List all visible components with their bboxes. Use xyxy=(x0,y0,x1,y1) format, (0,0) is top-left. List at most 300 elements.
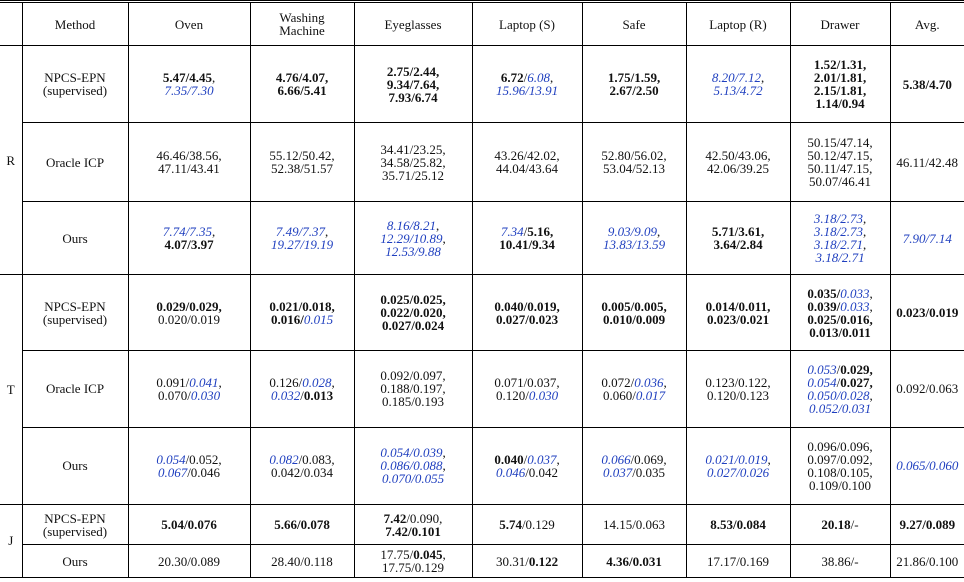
value-text: 0.060/ xyxy=(602,387,636,403)
value-text: 0.019 xyxy=(527,298,557,314)
value-text: / xyxy=(409,292,414,307)
value-text: , xyxy=(869,374,873,390)
value-text: 0.067 xyxy=(157,464,188,480)
value-text: , xyxy=(442,305,446,320)
value-text: / xyxy=(838,400,842,416)
value-text: /0.052, xyxy=(185,451,222,467)
value-text: 0.188/0.197, xyxy=(380,381,446,397)
table-row xyxy=(0,46,964,123)
value-cell xyxy=(250,350,354,427)
value-text: 0.021 xyxy=(705,451,735,467)
group-header-cell xyxy=(0,2,22,46)
value-text: , xyxy=(862,224,867,240)
value-text: 7.49 xyxy=(275,224,299,240)
value-text: 0.021 xyxy=(739,311,770,327)
value-cell xyxy=(686,504,790,545)
method-cell xyxy=(22,202,128,275)
value-line xyxy=(476,162,579,175)
value-text: 13.59 xyxy=(635,237,666,253)
value-text: 0.033 xyxy=(840,285,870,301)
value-text: 0.066 xyxy=(601,451,631,467)
value-text: 0.010 xyxy=(602,311,633,327)
value-line xyxy=(690,238,787,251)
value-text: 0.060 xyxy=(929,458,959,474)
value-text: 0.013 xyxy=(809,324,839,340)
method-cell xyxy=(22,545,128,578)
value-text: 1.81 xyxy=(840,70,863,86)
header-safe xyxy=(582,2,686,46)
value-text: 0.076 xyxy=(187,517,217,533)
value-text: , xyxy=(549,224,554,240)
value-text: 50.15/47.14, xyxy=(807,135,873,151)
value-line xyxy=(358,91,469,104)
value-line xyxy=(690,313,787,326)
value-text: 0.045 xyxy=(413,547,443,563)
value-text: , xyxy=(331,298,335,314)
method-label: NPCS-EPN xyxy=(44,510,106,526)
value-cell xyxy=(790,350,890,427)
value-text: 7.35 xyxy=(189,224,212,240)
value-text: 0.072/ xyxy=(601,374,635,390)
value-text: 0.046 xyxy=(495,464,526,480)
value-text: 7.14 xyxy=(929,230,952,246)
value-cell xyxy=(890,350,964,427)
value-text: 0.024 xyxy=(414,318,445,333)
value-cell xyxy=(890,427,964,504)
header-line: Drawer xyxy=(820,16,860,32)
value-text: 0.042/0.034 xyxy=(270,464,334,480)
value-text: 0.120/0.123 xyxy=(706,387,770,403)
value-text: 0.033 xyxy=(840,298,870,314)
value-line xyxy=(894,78,962,91)
value-cell xyxy=(250,202,354,275)
value-cell xyxy=(128,202,250,275)
value-cell xyxy=(472,427,582,504)
value-text: 4.07 xyxy=(302,70,325,86)
value-text: 17.17/0.169 xyxy=(706,553,770,569)
value-text: 55.12/50.42, xyxy=(269,148,335,164)
method-label: Ours xyxy=(62,230,88,246)
method-cell xyxy=(22,123,128,202)
header-eyeglasses xyxy=(354,2,472,46)
value-text: 2.73 xyxy=(840,224,863,240)
value-text: , xyxy=(869,285,873,301)
value-text: , xyxy=(324,224,329,240)
value-text: / xyxy=(409,76,414,92)
value-text: 2.73 xyxy=(840,211,863,227)
value-text: , xyxy=(442,547,446,563)
value-line xyxy=(132,389,247,402)
value-cell xyxy=(472,123,582,202)
value-text: 1.14 xyxy=(815,96,839,112)
value-cell xyxy=(128,545,250,578)
value-text: , xyxy=(862,211,867,227)
table-row xyxy=(0,350,964,427)
value-text: / xyxy=(836,298,841,314)
value-text: / xyxy=(838,96,842,112)
value-line xyxy=(254,389,351,402)
value-text: 3.18 xyxy=(813,237,837,253)
value-cell xyxy=(472,504,582,545)
method-cell xyxy=(22,46,128,123)
value-text: 53.04/52.13 xyxy=(602,161,666,177)
value-cell xyxy=(790,202,890,275)
value-text: 0.036 xyxy=(634,374,664,390)
value-line xyxy=(894,232,962,245)
value-text: / xyxy=(836,361,841,377)
value-line xyxy=(894,555,962,568)
value-text: , xyxy=(442,230,446,246)
value-cell xyxy=(582,545,686,578)
value-line xyxy=(254,555,351,568)
value-text: 0.120/ xyxy=(495,387,529,403)
value-cell xyxy=(128,46,250,123)
value-line xyxy=(690,84,787,97)
value-line xyxy=(358,169,469,182)
value-line xyxy=(254,162,351,175)
value-line xyxy=(358,472,469,485)
value-text: 0.025 xyxy=(807,311,837,327)
value-text: 17.75/0.129 xyxy=(381,560,445,576)
header-oven xyxy=(128,2,250,46)
value-text: 0.055 xyxy=(414,471,445,487)
value-cell xyxy=(582,123,686,202)
value-line xyxy=(132,313,247,326)
value-text: 0.065 xyxy=(896,458,926,474)
value-text: 2.67 xyxy=(609,83,633,99)
value-text: 44.04/43.64 xyxy=(495,161,559,177)
value-text: 38.86/- xyxy=(821,553,859,569)
value-text: , xyxy=(442,292,446,307)
value-text: 6.66 xyxy=(277,83,301,99)
value-text: / xyxy=(736,237,740,253)
value-text: , xyxy=(760,70,765,86)
value-text: 5.47 xyxy=(162,70,186,86)
value-line xyxy=(476,466,579,479)
value-text: 0.029 xyxy=(156,298,186,314)
value-cell xyxy=(472,46,582,123)
value-text: / xyxy=(185,298,190,314)
value-text: 0.037 xyxy=(602,464,633,480)
value-text: 28.40/0.118 xyxy=(271,553,333,569)
value-cell xyxy=(250,545,354,578)
method-label: (supervised) xyxy=(42,83,108,99)
value-text: 7.42 xyxy=(385,523,408,539)
value-cell xyxy=(250,427,354,504)
value-text: 42.06/39.25 xyxy=(706,161,770,177)
value-text: 5.16 xyxy=(527,224,550,240)
value-text: 34.58/25.82, xyxy=(380,154,446,170)
value-text: / xyxy=(925,458,930,474)
value-text: , xyxy=(767,298,771,314)
value-text: 5.66 xyxy=(274,517,297,533)
value-text: , xyxy=(549,70,554,86)
value-text: , xyxy=(656,70,661,86)
value-text: 47.11/43.41 xyxy=(158,161,220,177)
value-text: 0.031 xyxy=(841,400,872,416)
method-label: Ours xyxy=(62,458,88,474)
group-label: R xyxy=(0,46,22,275)
value-text: 17.75/ xyxy=(380,547,414,563)
value-cell xyxy=(790,504,890,545)
value-text: 3.64 xyxy=(713,237,737,253)
value-line xyxy=(894,518,962,531)
table-row xyxy=(0,275,964,350)
value-line xyxy=(894,156,962,169)
value-text: / xyxy=(836,211,841,227)
value-cell xyxy=(250,46,354,123)
value-text: 0.054 xyxy=(156,451,186,467)
value-text: 46.46/38.56, xyxy=(156,148,222,164)
value-cell xyxy=(354,123,472,202)
value-text: / xyxy=(734,224,739,240)
value-text: /0.083, xyxy=(298,451,335,467)
value-text: , xyxy=(760,224,765,240)
value-text: 0.027 xyxy=(706,464,737,480)
value-text: / xyxy=(409,458,414,474)
value-line xyxy=(476,238,579,251)
header-line: Oven xyxy=(174,16,204,32)
value-cell xyxy=(128,504,250,545)
value-cell xyxy=(250,275,354,350)
value-text: / xyxy=(411,471,415,487)
value-line xyxy=(476,555,579,568)
value-text: 8.16 xyxy=(386,217,410,233)
value-text: 3.61 xyxy=(738,224,761,240)
value-text: , xyxy=(862,70,867,86)
value-cell xyxy=(890,123,964,202)
value-text: 0.016 xyxy=(840,311,870,327)
value-text: / xyxy=(836,311,841,327)
value-cell xyxy=(582,504,686,545)
value-text: , xyxy=(556,298,560,314)
value-text: 0.023 xyxy=(528,311,559,327)
value-text: 0.028 xyxy=(302,374,332,390)
value-text: / xyxy=(632,311,636,327)
value-text: / xyxy=(732,517,737,533)
value-cell xyxy=(354,545,472,578)
value-text: 0.030 xyxy=(528,387,559,403)
value-cell xyxy=(890,504,964,545)
value-text: / xyxy=(838,250,842,266)
value-text: 2.84 xyxy=(739,237,763,253)
value-text: / xyxy=(836,57,841,73)
method-cell xyxy=(22,504,128,545)
value-cell xyxy=(890,545,964,578)
header-washing-machine xyxy=(250,2,354,46)
value-text: 20.30/0.089 xyxy=(157,553,221,569)
header-laptop-r xyxy=(686,2,790,46)
value-text: 0.030 xyxy=(190,387,221,403)
value-text: 0.088 xyxy=(413,458,443,474)
method-cell xyxy=(22,427,128,504)
value-text: / xyxy=(736,464,740,480)
method-label: NPCS-EPN xyxy=(44,70,106,86)
value-text: 0.005 xyxy=(634,298,664,314)
value-cell xyxy=(686,427,790,504)
value-text: / xyxy=(632,83,636,99)
value-text: / xyxy=(414,243,419,259)
value-text: 50.07/46.41 xyxy=(808,174,872,190)
value-line xyxy=(794,326,887,339)
value-cell xyxy=(582,46,686,123)
value-text: 0.009 xyxy=(635,311,666,327)
value-text: / xyxy=(838,324,843,340)
value-text: 9.09 xyxy=(634,224,657,240)
value-line xyxy=(894,306,962,319)
value-text: 0.041 xyxy=(189,374,219,390)
value-line xyxy=(254,313,351,326)
value-text: 7.30 xyxy=(190,83,214,99)
value-cell xyxy=(686,123,790,202)
value-text: 5.74 xyxy=(499,517,522,533)
value-text: , xyxy=(211,224,216,240)
value-line xyxy=(690,518,787,531)
value-text: , xyxy=(324,70,329,86)
table-row xyxy=(0,427,964,504)
value-text: 0.086 xyxy=(380,458,410,474)
value-text: 0.020/0.019 xyxy=(157,311,221,327)
value-text: 9.34 xyxy=(386,76,410,92)
value-text: /- xyxy=(850,517,859,533)
value-text: 10.41 xyxy=(499,237,529,253)
value-line xyxy=(358,561,469,574)
value-text: 0.013 xyxy=(303,387,334,403)
value-text: 0.017 xyxy=(635,387,666,403)
value-text: 50.12/47.15, xyxy=(807,148,873,164)
value-text: 0.070/ xyxy=(157,387,191,403)
value-line xyxy=(254,84,351,97)
value-line xyxy=(586,389,683,402)
value-line xyxy=(586,555,683,568)
method-label: Oracle ICP xyxy=(45,381,105,397)
value-text: 13.83 xyxy=(602,237,633,253)
value-text: 0.101 xyxy=(411,523,441,539)
value-text: 5.04 xyxy=(161,517,184,533)
value-text: / xyxy=(736,83,740,99)
value-text: / xyxy=(409,63,414,79)
value-text: , xyxy=(767,451,771,467)
value-text: 0.019 xyxy=(929,305,959,320)
value-line xyxy=(794,479,887,492)
value-text: , xyxy=(218,374,222,390)
value-text: 0.089 xyxy=(925,517,956,533)
value-text: / xyxy=(183,517,188,533)
value-text: 8.20 xyxy=(711,70,735,86)
value-text: 0.021 xyxy=(269,298,299,314)
value-text: 46.11/42.48 xyxy=(896,154,959,170)
value-text: 0.011 xyxy=(842,324,871,340)
value-text: / xyxy=(632,237,636,253)
value-text: / xyxy=(300,311,304,327)
value-text: , xyxy=(435,63,440,79)
value-text: , xyxy=(869,311,873,327)
value-text: 6.74 xyxy=(414,89,438,105)
value-text: 4.72 xyxy=(739,83,763,99)
value-text: 0.019 xyxy=(738,451,768,467)
value-text: / xyxy=(411,318,415,333)
value-line xyxy=(132,84,247,97)
value-line xyxy=(254,466,351,479)
value-text: 0.032 xyxy=(270,387,301,403)
value-text: 0.022 xyxy=(380,305,410,320)
header-line: Avg. xyxy=(914,16,940,32)
value-text: / xyxy=(525,311,529,327)
value-text: /0.035 xyxy=(632,464,666,480)
value-text: / xyxy=(409,445,414,461)
value-text: 34.41/23.25, xyxy=(380,141,446,157)
value-text: / xyxy=(836,237,841,253)
value-text: 0.185/0.193 xyxy=(381,394,445,410)
value-cell xyxy=(790,46,890,123)
method-cell xyxy=(22,350,128,427)
value-text: / xyxy=(187,83,191,99)
value-text: 7.42 xyxy=(383,510,407,526)
value-text: , xyxy=(663,374,667,390)
value-text: / xyxy=(836,374,841,390)
value-text: / xyxy=(736,311,740,327)
value-cell xyxy=(472,545,582,578)
value-cell xyxy=(790,427,890,504)
value-text: /0.090, xyxy=(406,510,443,526)
value-text: 0.078 xyxy=(300,517,330,533)
value-text: , xyxy=(862,83,867,99)
header-line: Method xyxy=(54,16,96,32)
value-line xyxy=(690,389,787,402)
value-text: , xyxy=(211,70,216,86)
value-line xyxy=(690,466,787,479)
value-line xyxy=(794,97,887,110)
value-text: 0.029 xyxy=(189,298,219,314)
value-cell xyxy=(128,123,250,202)
value-text: 19.19 xyxy=(303,237,334,253)
value-cell xyxy=(128,275,250,350)
value-text: 5.13 xyxy=(713,83,737,99)
value-cell xyxy=(686,350,790,427)
value-text: 2.75 xyxy=(386,63,410,79)
value-cell xyxy=(128,350,250,427)
value-text: 0.025 xyxy=(413,292,443,307)
value-text: 5.41 xyxy=(303,83,327,99)
value-line xyxy=(690,555,787,568)
value-text: 0.123/0.122, xyxy=(705,374,771,390)
value-text: / xyxy=(298,298,303,314)
value-text: , xyxy=(435,217,440,233)
group-label: J xyxy=(0,504,22,577)
value-cell xyxy=(790,545,890,578)
value-text: 0.025 xyxy=(380,292,410,307)
value-text: / xyxy=(525,83,529,99)
value-text: , xyxy=(862,57,867,73)
value-text: 0.092/0.063 xyxy=(896,381,959,397)
value-cell xyxy=(582,427,686,504)
value-cell xyxy=(472,275,582,350)
value-line xyxy=(894,459,962,472)
value-line xyxy=(132,238,247,251)
value-text: / xyxy=(734,451,739,467)
value-cell xyxy=(354,427,472,504)
value-text: / xyxy=(298,224,303,240)
value-text: 21.86/0.100 xyxy=(896,553,959,569)
value-line xyxy=(586,238,683,251)
value-cell xyxy=(354,46,472,123)
value-line xyxy=(358,395,469,408)
value-text: 0.052 xyxy=(808,400,839,416)
value-cell xyxy=(582,202,686,275)
value-line xyxy=(586,162,683,175)
value-text: 7.12 xyxy=(738,70,761,86)
value-cell xyxy=(472,350,582,427)
